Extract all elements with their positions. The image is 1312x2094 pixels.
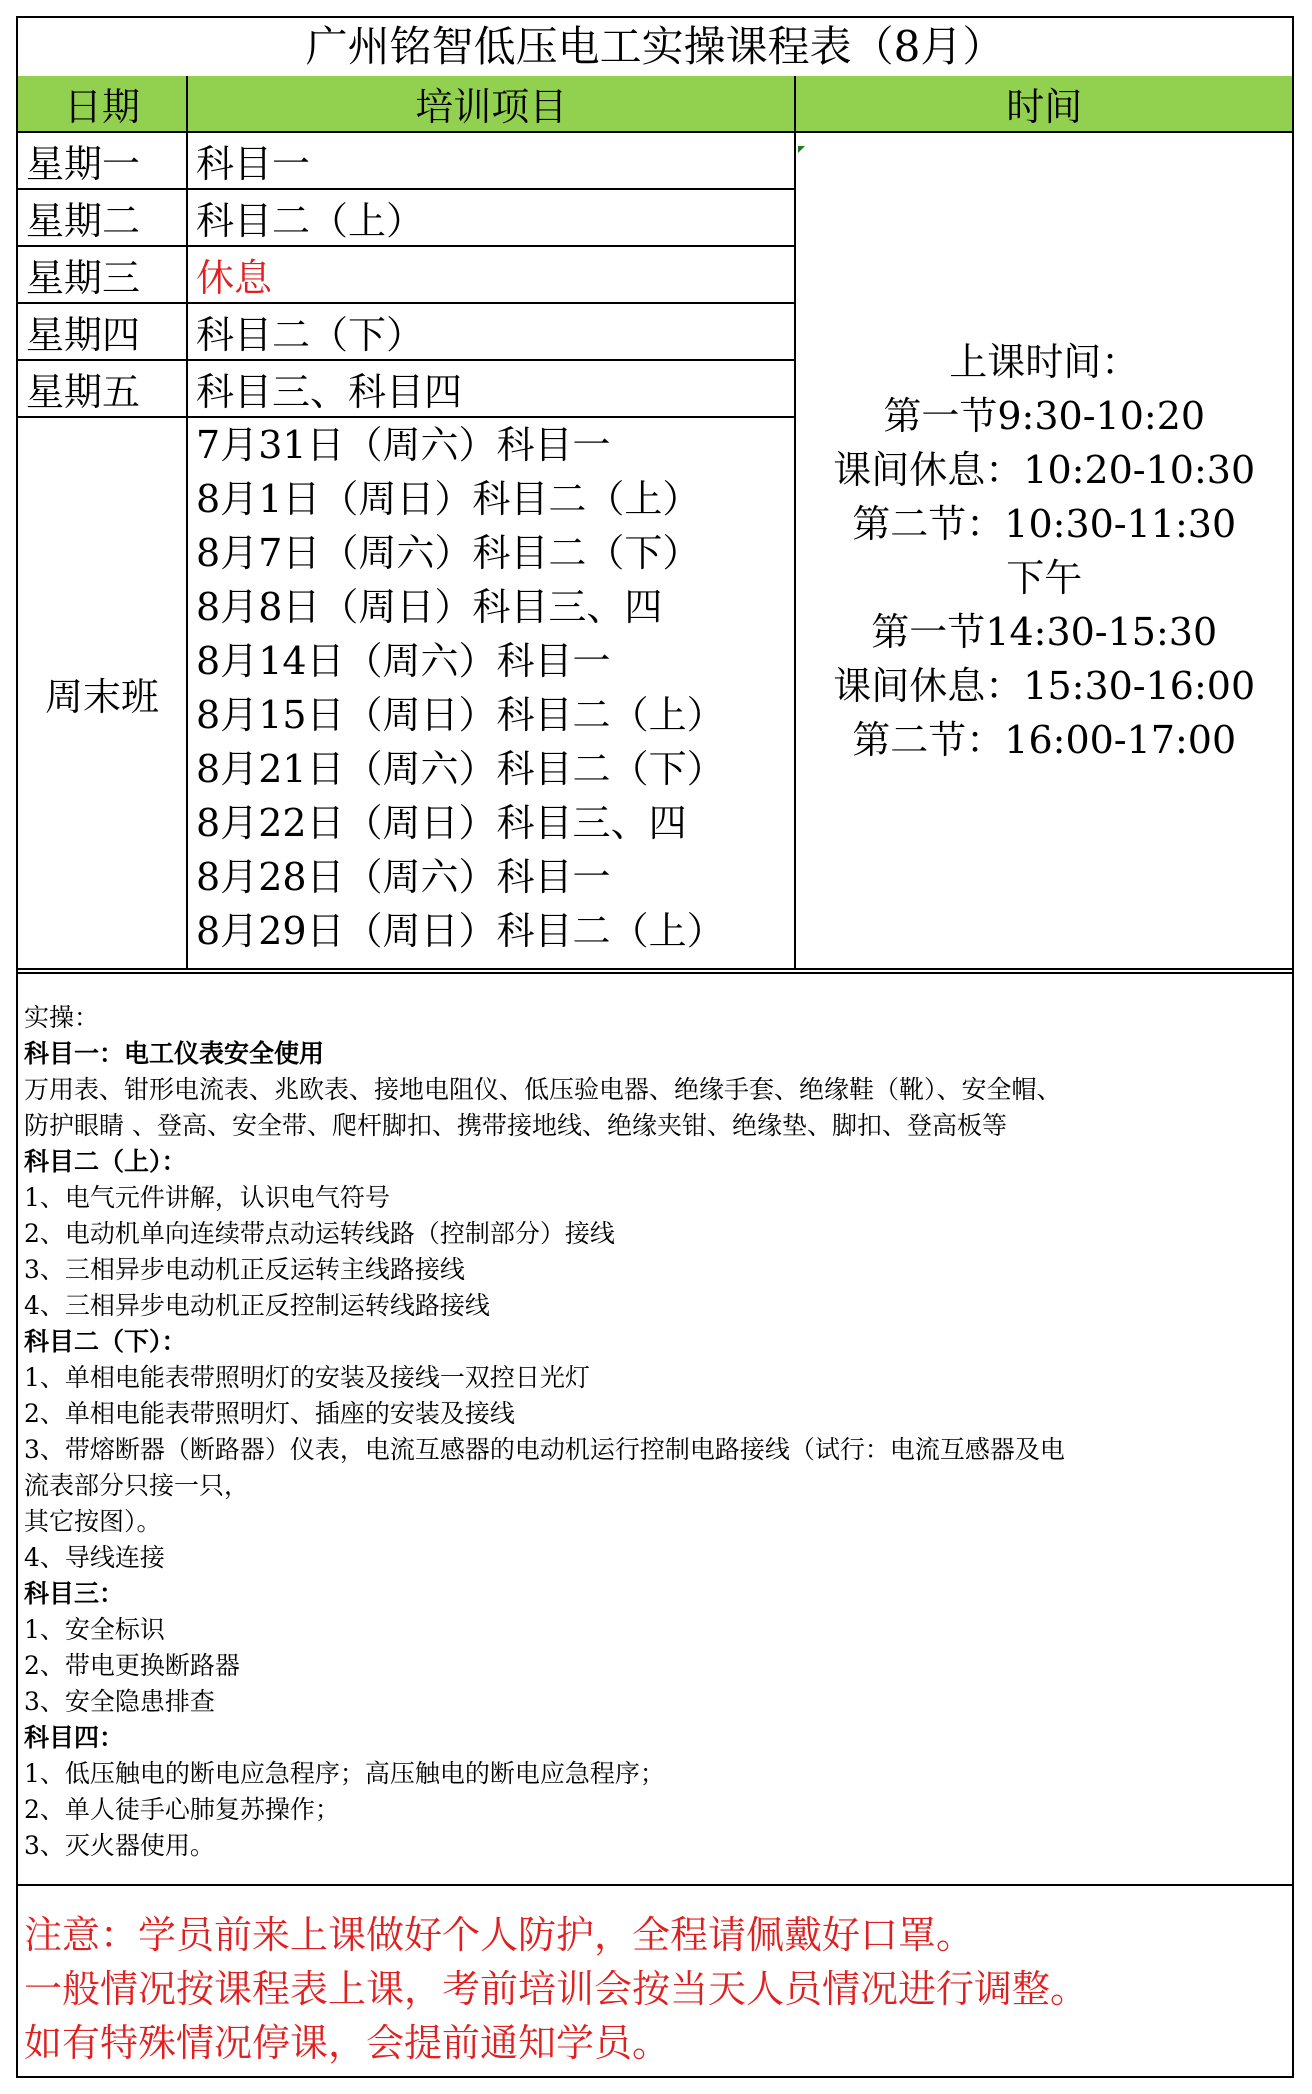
detail-line: 防护眼睛 、登高、安全带、爬杆脚扣、携带接地线、绝缘夹钳、绝缘垫、脚扣、登高板等 [24, 1111, 1007, 1140]
schedule-sheet [16, 16, 1294, 2078]
detail-line: 实操： [24, 1003, 100, 1032]
detail-line: 3、带熔断器（断路器）仪表，电流互感器的电动机运行控制电路接线（试行：电流互感器及电 [24, 1435, 1065, 1464]
time-line: 下午 [1006, 555, 1083, 600]
detail-line: 万用表、钳形电流表、兆欧表、接地电阻仪、低压验电器、绝缘手套、绝缘鞋（靴）、安全帽、 [24, 1075, 1062, 1104]
header-course: 培训项目 [187, 76, 795, 132]
weekend-label: 周末班 [18, 417, 187, 969]
time-line: 课间休息：15:30-16:00 [833, 663, 1256, 708]
detail-line: 2、电动机单向连续带点动运转线路（控制部分）接线 [24, 1219, 615, 1248]
course-cell: 科目三、科目四 [187, 360, 795, 417]
day-cell: 星期三 [18, 246, 187, 303]
time-line: 上课时间： [949, 339, 1140, 384]
day-cell: 星期一 [18, 132, 187, 189]
detail-line: 4、三相异步电动机正反控制运转线路接线 [24, 1291, 490, 1320]
header-time: 时间 [795, 76, 1292, 132]
course-cell-rest: 休息 [187, 246, 795, 303]
time-line: 第一节14:30-15:30 [871, 609, 1218, 654]
header-row [18, 76, 1292, 132]
detail-line: 其它按图）。 [24, 1507, 162, 1536]
page-title: 广州铭智低压电工实操课程表（8月） [18, 18, 1292, 78]
detail-line: 流表部分只接一只， [24, 1471, 250, 1500]
detail-line: 1、低压触电的断电应急程序；高压触电的断电应急程序； [24, 1759, 665, 1788]
detail-line: 2、单相电能表带照明灯、插座的安装及接线 [24, 1399, 515, 1428]
schedule-table [18, 76, 1292, 970]
detail-heading: 科目四： [24, 1723, 125, 1752]
detail-heading: 科目二（下）： [24, 1327, 187, 1356]
notice-line: 如有特殊情况停课，会提前通知学员。 [24, 2021, 671, 2065]
weekend-sessions [187, 417, 795, 969]
detail-line: 3、三相异步电动机正反运转主线路接线 [24, 1255, 465, 1284]
detail-heading: 科目三： [24, 1579, 125, 1608]
detail-line: 1、单相电能表带照明灯的安装及接线一双控日光灯 [24, 1363, 590, 1392]
detail-line: 3、安全隐患排查 [24, 1687, 215, 1716]
table-row [18, 132, 1292, 189]
course-cell: 科目一 [187, 132, 795, 189]
header-date: 日期 [18, 76, 187, 132]
detail-line: 4、导线连接 [24, 1543, 165, 1572]
weekend-session: 8月15日（周日）科目二（上） [196, 693, 725, 737]
day-cell: 星期二 [18, 189, 187, 246]
notice-line: 注意：学员前来上课做好个人防护，全程请佩戴好口罩。 [24, 1913, 975, 1957]
day-cell: 星期五 [18, 360, 187, 417]
time-line: 第二节：16:00-17:00 [852, 717, 1237, 762]
day-cell: 星期四 [18, 303, 187, 360]
detail-line: 3、灭火器使用。 [24, 1831, 215, 1860]
course-cell: 科目二（上） [187, 189, 795, 246]
time-line: 第一节9:30-10:20 [883, 393, 1206, 438]
weekend-session: 8月22日（周日）科目三、四 [196, 801, 687, 845]
weekend-session: 8月21日（周六）科目二（下） [196, 747, 725, 791]
weekend-session: 8月1日（周日）科目二（上） [196, 477, 701, 521]
weekend-session: 8月7日（周六）科目二（下） [196, 531, 701, 575]
notice-section [18, 1886, 1292, 2070]
detail-line: 1、安全标识 [24, 1615, 165, 1644]
detail-heading: 科目二（上）： [24, 1147, 187, 1176]
time-line: 课间休息：10:20-10:30 [833, 447, 1256, 492]
notice-line: 一般情况按课程表上课，考前培训会按当天人员情况进行调整。 [24, 1967, 1089, 2011]
course-details [18, 972, 1292, 1886]
detail-line: 2、带电更换断路器 [24, 1651, 240, 1680]
weekend-session: 8月28日（周六）科目一 [196, 855, 611, 899]
weekend-session: 8月8日（周日）科目三、四 [196, 585, 663, 629]
time-line: 第二节：10:30-11:30 [852, 501, 1237, 546]
detail-line: 1、电气元件讲解，认识电气符号 [24, 1183, 390, 1212]
weekend-session: 8月29日（周日）科目二（上） [196, 909, 725, 953]
weekend-session: 8月14日（周六）科目一 [196, 639, 611, 683]
time-cell [795, 132, 1292, 969]
detail-heading: 科目一：电工仪表安全使用 [24, 1039, 325, 1068]
detail-line: 2、单人徒手心肺复苏操作； [24, 1795, 340, 1824]
course-cell: 科目二（下） [187, 303, 795, 360]
weekend-session: 7月31日（周六）科目一 [196, 423, 611, 467]
cell-comment-marker [798, 146, 805, 153]
